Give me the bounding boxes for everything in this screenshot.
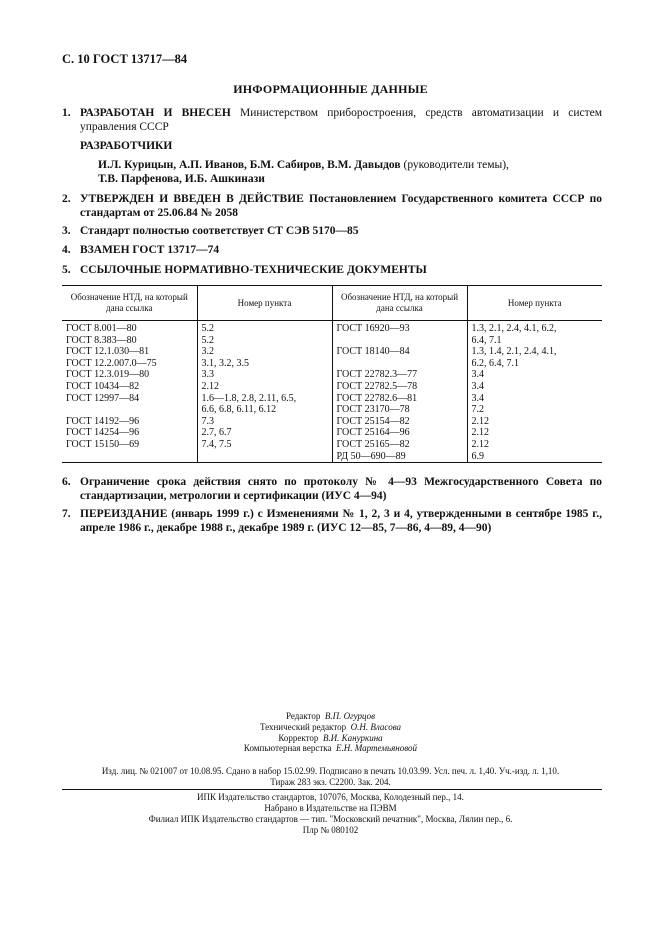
item-text: Постановлением Государственного комитета СССР по стандартам от 25.06.84 № 2058 [80,193,602,219]
page-title: ИНФОРМАЦИОННЫЕ ДАННЫЕ [233,82,428,96]
section-item-1 [62,106,602,134]
item-bold-text: ССЫЛОЧНЫЕ НОРМАТИВНО-ТЕХНИЧЕСКИЕ ДОКУМЕНТЫ [80,264,427,276]
credit-name: В.П. Огурцов [324,711,376,721]
credit-role: Редактор [285,711,321,721]
section-item-5 [62,263,602,277]
item-number: 7. [62,508,71,520]
credit-role: Технический редактор [259,721,347,732]
credit-role: Компьютерная верстка [243,743,332,754]
section-item-6 [62,475,602,503]
right-doc-column: ГОСТ 16920—93 ГОСТ 18140—84 ГОСТ 22782.3—77 ГОСТ 22782.5—78 ГОСТ 22782.6—81 ГОСТ 23170—78 ГОСТ 25154—82 ГОСТ 25164—96 ГОСТ 25165—82 РД 50—690—89 [332,321,467,463]
publisher-line: Плр № 080102 [302,825,359,835]
left-item-column: 5.2 5.2 3.2 3.1, 3.2, 3.5 3.3 2.12 1.6—1.8, 2.8, 2.11, 6.5, 6.6, 6.8, 6.11, 6.12 7.3 2.7, 6.7 7.4, 7.5 [197,321,332,463]
right-item-column: 1.3, 2.1, 2.4, 4.1, 6.2, 6.4, 7.1 1.3, 1.4, 2.1, 2.4, 4.1, 6.2, 6.4, 7.1 3.4 3.4 3.4 7.2 2.12 2.12 2.12 6.9 [467,321,602,463]
section-item-7 [62,507,602,535]
publisher-line: Набрано в Издательстве на ПЭВМ [264,803,397,813]
section-item-2 [62,192,602,220]
imprint-line: Тираж 283 экз. С2200. Зак. 204. [270,777,391,787]
column-header: Обозначение НТД, на который дана ссылка [332,286,467,321]
developers-role: (руководители темы), [400,159,509,171]
divider [62,789,602,790]
developers-names [98,158,509,186]
references-table [62,285,602,463]
item-bold-text: РАЗРАБОТАН И ВНЕСЕН [80,107,231,119]
publisher-line: Филиал ИПК Издательство стандартов — тип. "Московский печатник", Москва, Лялин пер., 6. [148,814,513,824]
item-text: (январь 1999 г.) с Изменениями № 1, 2, 3 и 4, утвержденными в сентябре 1985 г., апреле 1986 г., декабре 1988 г., декабре 1989 г. (ИУС 12—85, 7—86, 4—89, 4—90) [80,508,602,534]
item-text: Ограничение срока действия снято по протоколу № 4—93 Межгосударственного Совета по стандартизации, метрологии и сертификации (ИУС 4—94) [80,476,602,502]
section-item-3 [62,224,602,238]
column-header: Номер пункта [467,286,602,321]
publisher-line: ИПК Издательство стандартов, 107076, Москва, Колодезный пер., 14. [197,792,464,802]
page-header: С. 10 ГОСТ 13717—84 [62,52,188,66]
left-doc-column: ГОСТ 8.001—80 ГОСТ 8.383—80 ГОСТ 12.1.030—81 ГОСТ 12.2.007.0—75 ГОСТ 12.3.019—80 ГОСТ 10434—82 ГОСТ 12997—84 ГОСТ 14192—96 ГОСТ 14254—96 ГОСТ 15150—69 [62,321,197,463]
credit-name: Е.Н. Мартемьяновой [336,743,418,754]
item-number: 3. [62,225,71,237]
item-text: Стандарт полностью соответствует СТ СЭВ 5170—85 [80,225,359,237]
item-bold-text: ВЗАМЕН ГОСТ 13717—74 [80,244,220,256]
item-text: Министерством приборостроения, средств автоматизации и систем управления СССР [80,107,602,133]
table-header-row [62,286,602,321]
item-number: 6. [62,476,71,488]
credit-line [0,711,661,722]
item-bold-text: ПЕРЕИЗДАНИЕ [80,508,168,520]
imprint-line: Изд. лиц. № 021007 от 10.08.95. Сдано в набор 15.02.99. Подписано в печать 10.03.99. Усл. печ. л. 1,40. Уч.-изд. л. 1,10. [101,766,560,776]
credit-name: О.Н. Власова [350,721,402,732]
item-number: 2. [62,193,71,205]
developers-heading: РАЗРАБОТЧИКИ [80,140,173,152]
item-number: 4. [62,244,71,256]
item-number: 5. [62,264,71,276]
credit-line [0,722,661,733]
print-imprint [0,766,661,788]
editorial-credits [0,711,661,754]
item-number: 1. [62,107,71,119]
credit-line [0,733,661,744]
developers-names-line2: Т.В. Парфенова, И.Б. Ашкинази [98,173,265,185]
column-header: Обозначение НТД, на который дана ссылка [62,286,197,321]
column-header: Номер пункта [197,286,332,321]
item-bold-text: УТВЕРЖДЕН И ВВЕДЕН В ДЕЙСТВИЕ [80,193,304,205]
publisher-info [0,792,661,836]
table-row [62,321,602,463]
developers-names-line1: И.Л. Курицын, А.П. Иванов, Б.М. Сабиров, В.М. Давыдов [98,159,401,171]
credit-role: Корректор [278,732,319,743]
credit-line [0,743,661,754]
credit-name: В.И. Кануркина [322,732,383,743]
section-item-4 [62,243,602,257]
